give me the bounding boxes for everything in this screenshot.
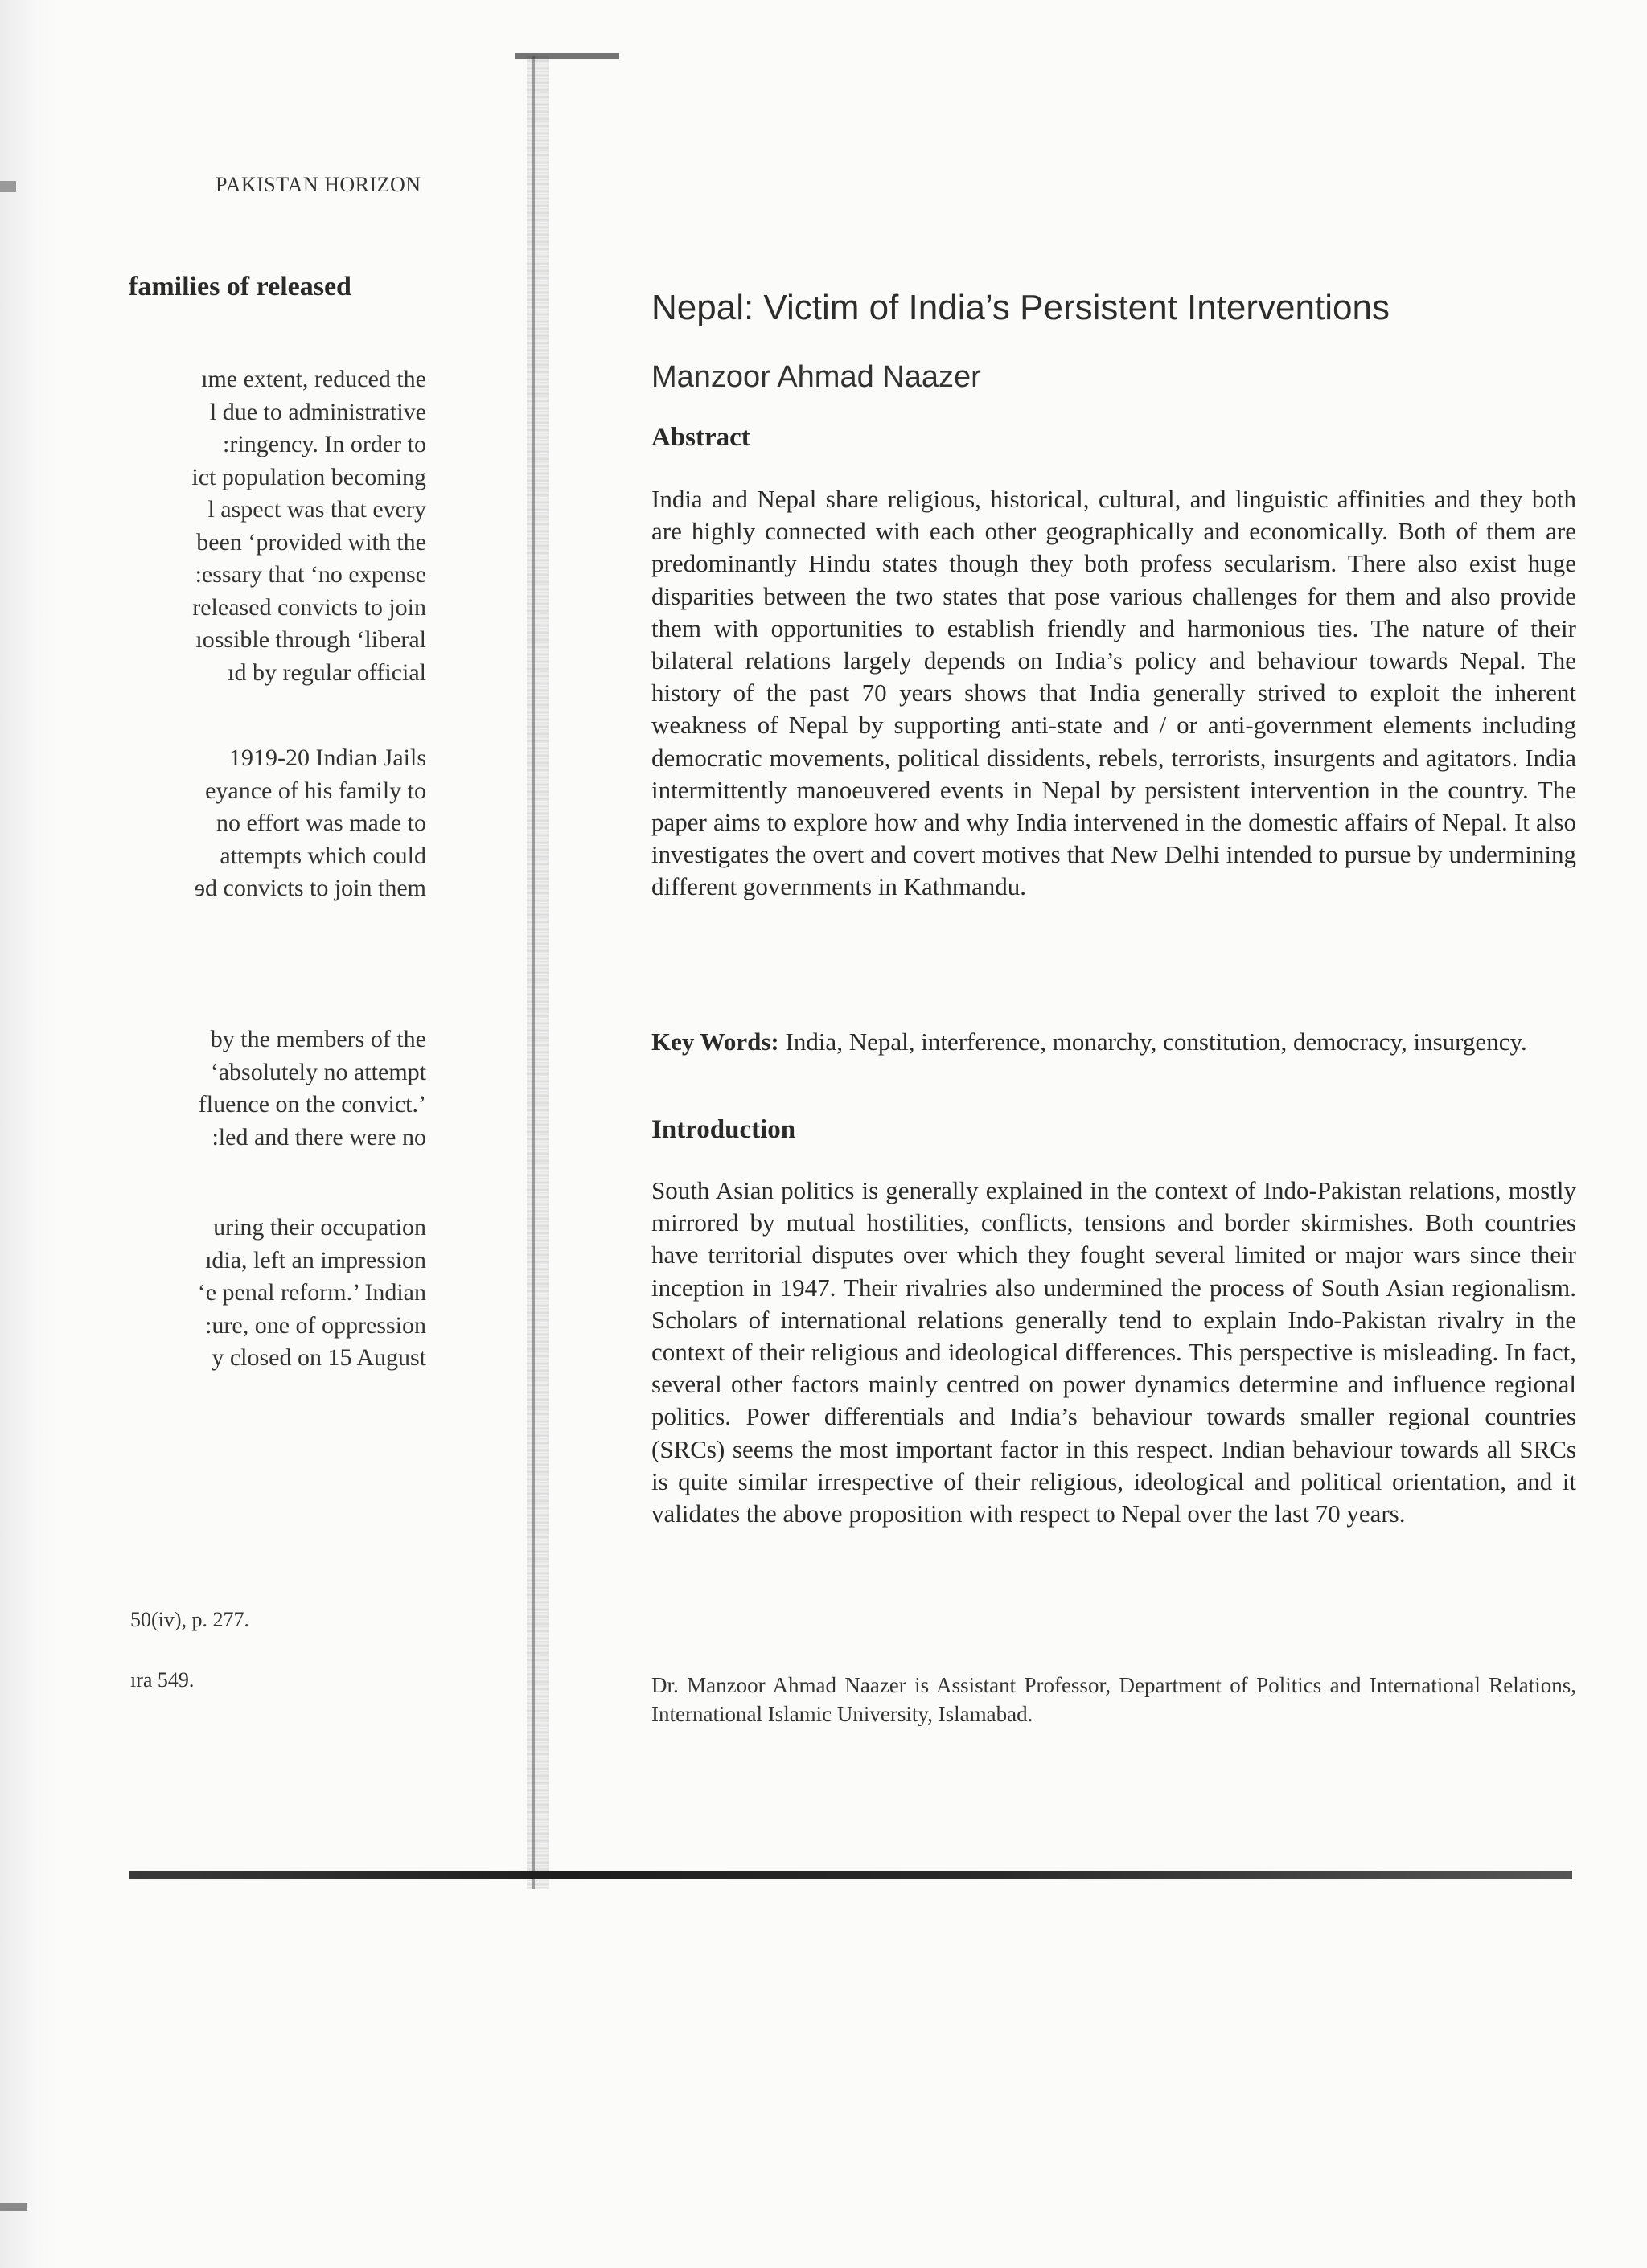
abstract-text: India and Nepal share religious, historical, cultural, and linguistic affinities and they both are highly connected with each other geographically and economically. Both of them are predominantly Hindu states though they both profess secularism. There also exist huge disparities between the two states that pose various challenges for them and also provide them with opportunities to establish friendly and harmonious ties. The nature of their bilateral relations largely depends on India’s policy and behaviour towards Nepal. The history of the past 70 years shows that India generally strived to exploit the inherent weakness of Nepal by supporting anti-state and / or anti-government elements including democratic movements, political dissidents, rebels, terrorists, insurgents and agitators. India intermittently manoeuvered events in Nepal by persistent intervention in the country. The paper aims to explore how and why India intervened in the domestic affairs of Nepal. It also investigates the overt and covert motives that New Delhi intended to pursue by undermining different governments in Kathmandu. xyxy=(651,485,1576,901)
left-page xyxy=(0,0,434,1849)
text-line: 1919-20 Indian Jails xyxy=(229,744,426,771)
article-title: Nepal: Victim of India’s Persistent Interventions xyxy=(651,288,1390,327)
text-line: l due to administrative xyxy=(209,398,426,425)
keywords-label: Key Words: xyxy=(651,1027,779,1056)
right-page xyxy=(651,0,1584,1849)
introduction-heading: Introduction xyxy=(651,1115,796,1144)
author-footnote: Dr. Manzoor Ahmad Naazer is Assistant Professor, Department of Politics and International Relations, International Islamic University, Islamabad. xyxy=(651,1673,1576,1726)
text-line: been ‘provided with the xyxy=(196,528,426,556)
keywords xyxy=(651,1026,1576,1058)
text-line: ıd by regular official xyxy=(228,658,426,686)
text-line: ict population becoming xyxy=(191,463,426,490)
introduction-text: South Asian politics is generally explained in the context of Indo-Pakistan relations, mostly mirrored by mutual hostilities, conflicts, tensions and border skirmishes. Both countries have territorial disputes over which they fought several limited or major wars since their inception in 1947. Their rivalries also undermined the process of South Asian regionalism. Scholars of international relations generally tend to explain Indo-Pakistan rivalry in the context of their religious and ideological differences. This perspective is misleading. In fact, several other factors mainly centred on power dynamics determine and influence regional politics. Power differentials and India’s behaviour towards smaller regional countries (SRCs) seems the most important factor in this respect. Indian behaviour towards all SRCs is quite similar irrespective of their religious, ideological and political orientation, and it validates the above proposition with respect to Nepal over the last 70 years. xyxy=(651,1176,1576,1528)
text-line: :essary that ‘no expense xyxy=(195,561,426,588)
text-line: ‘absolutely no attempt xyxy=(210,1058,426,1085)
text-line: released convicts to join xyxy=(192,593,426,621)
text-line: eyance of his family to xyxy=(205,777,426,804)
left-footnote: ıra 549. xyxy=(130,1668,195,1692)
left-text-block-3 xyxy=(80,1023,426,1154)
book-spine-top xyxy=(515,53,619,59)
text-line: y closed on 15 August xyxy=(212,1344,426,1371)
page-bottom-edge xyxy=(129,1871,1572,1879)
left-text-block-4 xyxy=(80,1212,426,1375)
left-text-block-1 xyxy=(80,363,426,689)
left-page-heading: families of released xyxy=(129,272,351,301)
article-author: Manzoor Ahmad Naazer xyxy=(651,360,981,394)
keywords-text: India, Nepal, interference, monarchy, constitution, democracy, insurgency. xyxy=(785,1027,1527,1056)
text-line: ɘd convicts to join them xyxy=(194,875,426,901)
text-line: ‘e penal reform.’ Indian xyxy=(197,1279,426,1306)
book-spine-gutter xyxy=(527,56,549,1889)
left-text-block-2 xyxy=(80,742,426,905)
text-line: no effort was made to xyxy=(216,810,426,836)
text-line: ıme extent, reduced the xyxy=(201,366,426,392)
left-footnote: 50(iv), p. 277. xyxy=(130,1608,250,1631)
scan-edge-mark xyxy=(0,2203,27,2211)
abstract-heading: Abstract xyxy=(651,423,750,452)
text-line: ıossible through ‘liberal xyxy=(195,626,426,653)
text-line: uring their occupation xyxy=(213,1214,426,1241)
text-line: :led and there were no xyxy=(212,1123,426,1150)
text-line: :ure, one of oppression xyxy=(205,1311,426,1339)
book-spine-line xyxy=(532,56,535,1889)
text-line: :ringency. In order to xyxy=(223,431,426,457)
running-head: PAKISTAN HORIZON xyxy=(216,173,421,196)
text-line: by the members of the xyxy=(210,1026,426,1052)
text-line: l aspect was that every xyxy=(207,496,426,523)
text-line: fluence on the convict.’ xyxy=(198,1091,426,1118)
text-line: attempts which could xyxy=(220,842,426,869)
text-line: ıdia, left an impression xyxy=(205,1246,426,1273)
